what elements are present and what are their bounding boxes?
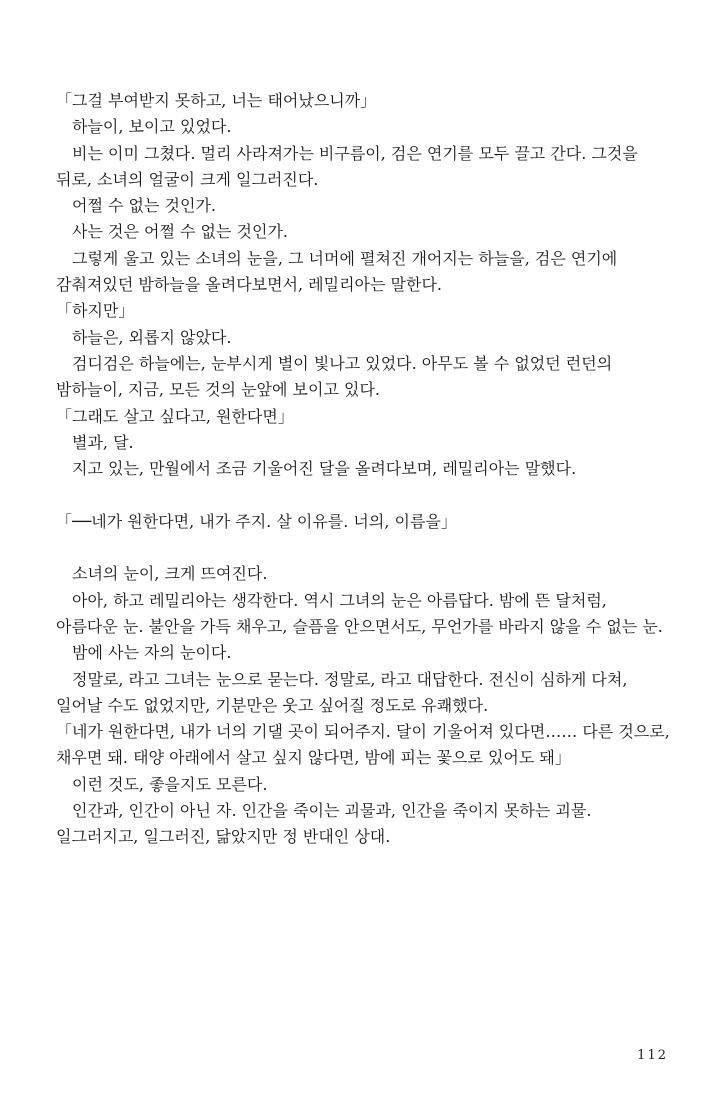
paragraph: 정말로, 라고 그녀는 눈으로 묻는다. 정말로, 라고 대답한다. 전신이 심하게 다쳐, 일어날 수도 없었지만, 기분만은 웃고 싶어질 정도로 유쾌했다. xyxy=(56,669,628,715)
paragraph: 인간과, 인간이 아닌 자. 인간을 죽이는 괴물과, 인간을 죽이지 못하는 괴물. 일그러지고, 일그러진, 닮았지만 정 반대인 상대. xyxy=(56,801,592,847)
blank-line xyxy=(56,482,670,508)
paragraph: 「하지만」 xyxy=(56,301,135,321)
paragraph: 비는 이미 그쳤다. 멀리 사라져가는 비구름이, 검은 연기를 모두 끌고 간다. 그것을 뒤로, 소녀의 얼굴이 크게 일그러진다. xyxy=(56,143,638,189)
paragraph: 「그걸 부여받지 못하고, 너는 태어났으니까」 xyxy=(56,91,377,110)
paragraph: 하늘이, 보이고 있었다. xyxy=(72,117,232,137)
blank-line xyxy=(56,535,670,561)
page-body xyxy=(56,88,670,851)
paragraph: 소녀의 눈이, 크게 뜨여진다. xyxy=(72,564,268,584)
paragraph: 아아, 하고 레밀리아는 생각한다. 역시 그녀의 눈은 아름답다. 밤에 뜬 달처럼, 아름다운 눈. 불안을 가득 채우고, 슬픔을 안으면서도, 무언가를 바라지 않을 수 없는 눈. xyxy=(56,590,663,636)
paragraph: 어쩔 수 없는 것인가. xyxy=(72,196,216,216)
paragraph: 「그래도 살고 싶다고, 원한다면」 xyxy=(56,406,294,426)
paragraph: 「네가 원한다면, 내가 너의 기댈 곳이 되어주지. 달이 기울어져 있다면…… 다른 것으로, 채우면 돼. 태양 아래에서 살고 싶지 않다면, 밤에 피는 꽃으로 있어도 돼」 xyxy=(56,722,670,768)
paragraph: 사는 것은 어쩔 수 없는 것인가. xyxy=(72,222,288,242)
paragraph: 밤에 사는 자의 눈이다. xyxy=(72,643,232,663)
paragraph: 지고 있는, 만월에서 조금 기울어진 달을 올려다보며, 레밀리아는 말했다. xyxy=(72,459,577,479)
paragraph: 그렇게 울고 있는 소녀의 눈을, 그 너머에 펼쳐진 개어지는 하늘을, 검은 연기에 감춰져있던 밤하늘을 올려다보면서, 레밀리아는 말한다. xyxy=(56,248,618,295)
paragraph: 이런 것도, 좋을지도 모른다. xyxy=(72,774,268,794)
paragraph: 별과, 달. xyxy=(72,432,134,452)
paragraph: 하늘은, 외롭지 않았다. xyxy=(72,327,232,347)
paragraph: 검디검은 하늘에는, 눈부시게 별이 빛나고 있었다. 아무도 볼 수 없었던 런던의 밤하늘이, 지금, 모든 것의 눈앞에 보이고 있다. xyxy=(56,353,613,400)
page-number: 112 xyxy=(637,1048,668,1063)
paragraph: 「──네가 원한다면, 내가 주지. 살 이유를. 너의, 이름을」 xyxy=(56,511,457,531)
